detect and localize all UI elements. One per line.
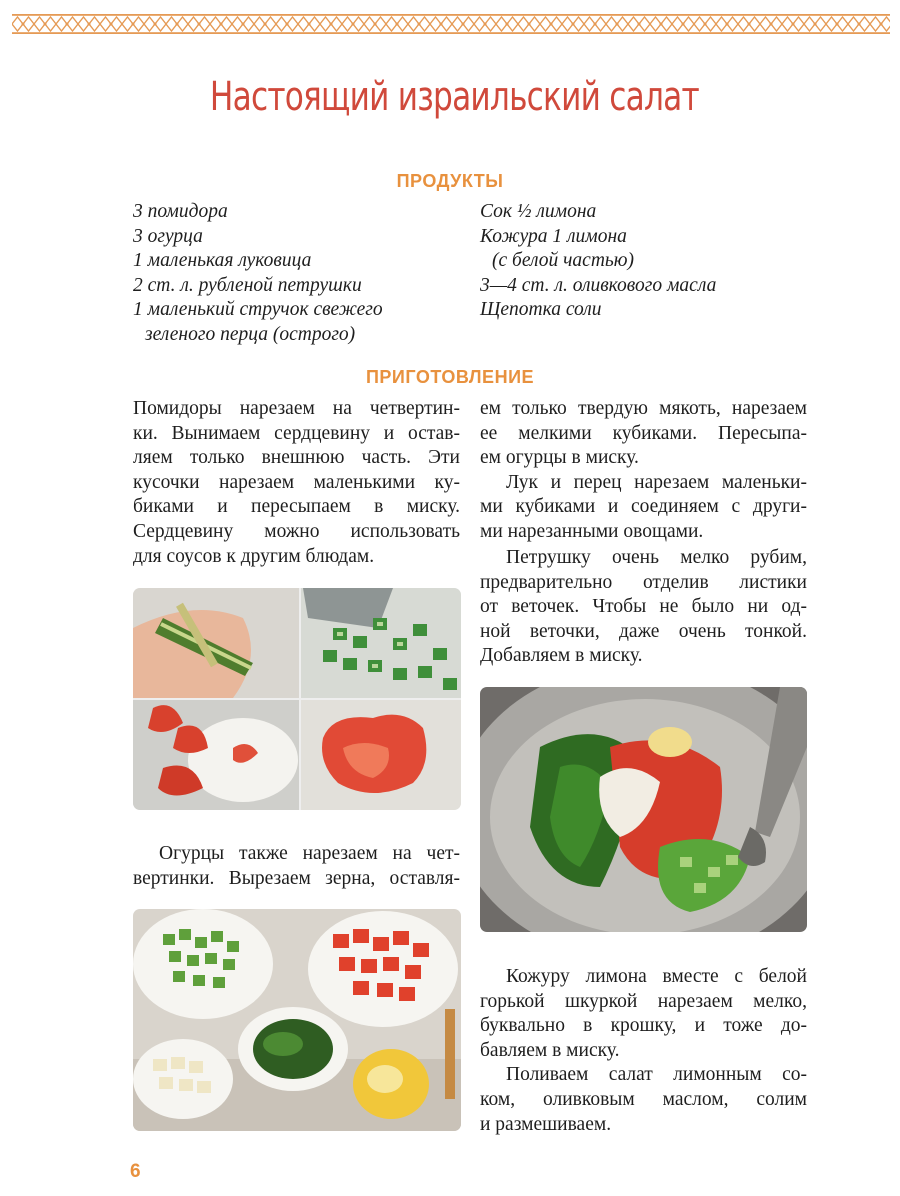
paragraph-cucumbers <box>133 842 460 891</box>
text-line: ляем только внешнюю часть. Эти <box>133 447 460 469</box>
ingredient-item: 3 огурца <box>133 225 203 247</box>
text-line: Помидоры нарезаем на четвертин- <box>133 398 460 419</box>
photo-bowls-ingredients <box>133 909 461 1131</box>
text-line: ки. Вынимаем сердцевину и остав- <box>133 422 460 444</box>
ingredient-item: Кожура 1 лимона <box>480 225 627 247</box>
ingredients-list-right <box>480 200 716 323</box>
text-line: бавляем в миску. <box>480 1039 620 1061</box>
photo-cutting-vegetables <box>133 588 461 810</box>
photo-salad-bowl <box>480 687 807 932</box>
text-line: ми нарезанными овощами. <box>480 520 704 542</box>
text-line: ем огурцы в миску. <box>480 447 639 469</box>
ingredient-item: 1 маленькая луковица <box>133 250 312 271</box>
text-line: Огурцы также нарезаем на чет- <box>159 843 460 864</box>
ingredient-item: 3—4 ст. л. оливкового масла <box>480 274 717 296</box>
ingredient-item: зеленого перца (острого) <box>145 323 356 345</box>
ingredient-item: 2 ст. л. рубленой петрушки <box>133 274 362 296</box>
page-title: Настоящий израильский салат <box>209 74 699 120</box>
ornamental-border <box>12 14 890 34</box>
text-line: горькой шкуркой нарезаем мелко, <box>480 990 807 1012</box>
text-line: от веточек. Чтобы не было ни од- <box>480 596 807 618</box>
ingredients-list-left <box>133 200 383 347</box>
ingredient-item: Щепотка соли <box>480 299 602 320</box>
text-line: ком, оливковым маслом, солим <box>480 1088 807 1110</box>
text-line: ее мелкими кубиками. Пересыпа- <box>480 422 807 444</box>
paragraph-parsley <box>480 546 807 669</box>
text-line: кусочки нарезаем маленькими ку- <box>133 471 460 493</box>
ingredients-heading: ПРОДУКТЫ <box>396 171 504 191</box>
text-line: и размешиваем. <box>480 1113 612 1135</box>
text-line: буквально в крошку, и тоже до- <box>480 1015 807 1037</box>
text-line: Лук и перец нарезаем маленьки- <box>506 471 807 493</box>
text-line: Поливаем салат лимонным со- <box>506 1064 807 1086</box>
paragraph-lemon-zest <box>480 965 807 1137</box>
text-line: ной веточки, даже очень тонкой. <box>480 620 807 642</box>
preparation-heading: ПРИГОТОВЛЕНИЕ <box>365 367 535 387</box>
text-line: Петрушку очень мелко рубим, <box>506 547 807 568</box>
ingredient-item: (с белой частью) <box>492 250 635 271</box>
ingredient-item: Сок ½ лимона <box>480 201 597 222</box>
paragraph-tomatoes <box>133 397 460 569</box>
ingredient-item: 1 маленький стручок свежего <box>133 299 383 320</box>
text-line: вертинки. Вырезаем зерна, оставля- <box>133 867 460 889</box>
text-line: ми кубиками и соединяем с други- <box>480 496 807 518</box>
text-line: ем только твердую мякоть, нарезаем <box>480 398 807 419</box>
ingredient-item: 3 помидора <box>133 201 228 222</box>
paragraph-cucumbers-cont <box>480 397 807 545</box>
text-line: Кожуру лимона вместе с белой <box>506 966 807 987</box>
text-line: Сердцевину можно использовать <box>133 520 460 542</box>
text-line: биками и пересыпаем в миску. <box>133 496 460 518</box>
text-line: для соусов к другим блюдам. <box>133 545 375 567</box>
page-number: 6 <box>130 1161 141 1182</box>
text-line: предварительно отделив листики <box>480 571 807 593</box>
text-line: Добавляем в миску. <box>480 645 643 667</box>
